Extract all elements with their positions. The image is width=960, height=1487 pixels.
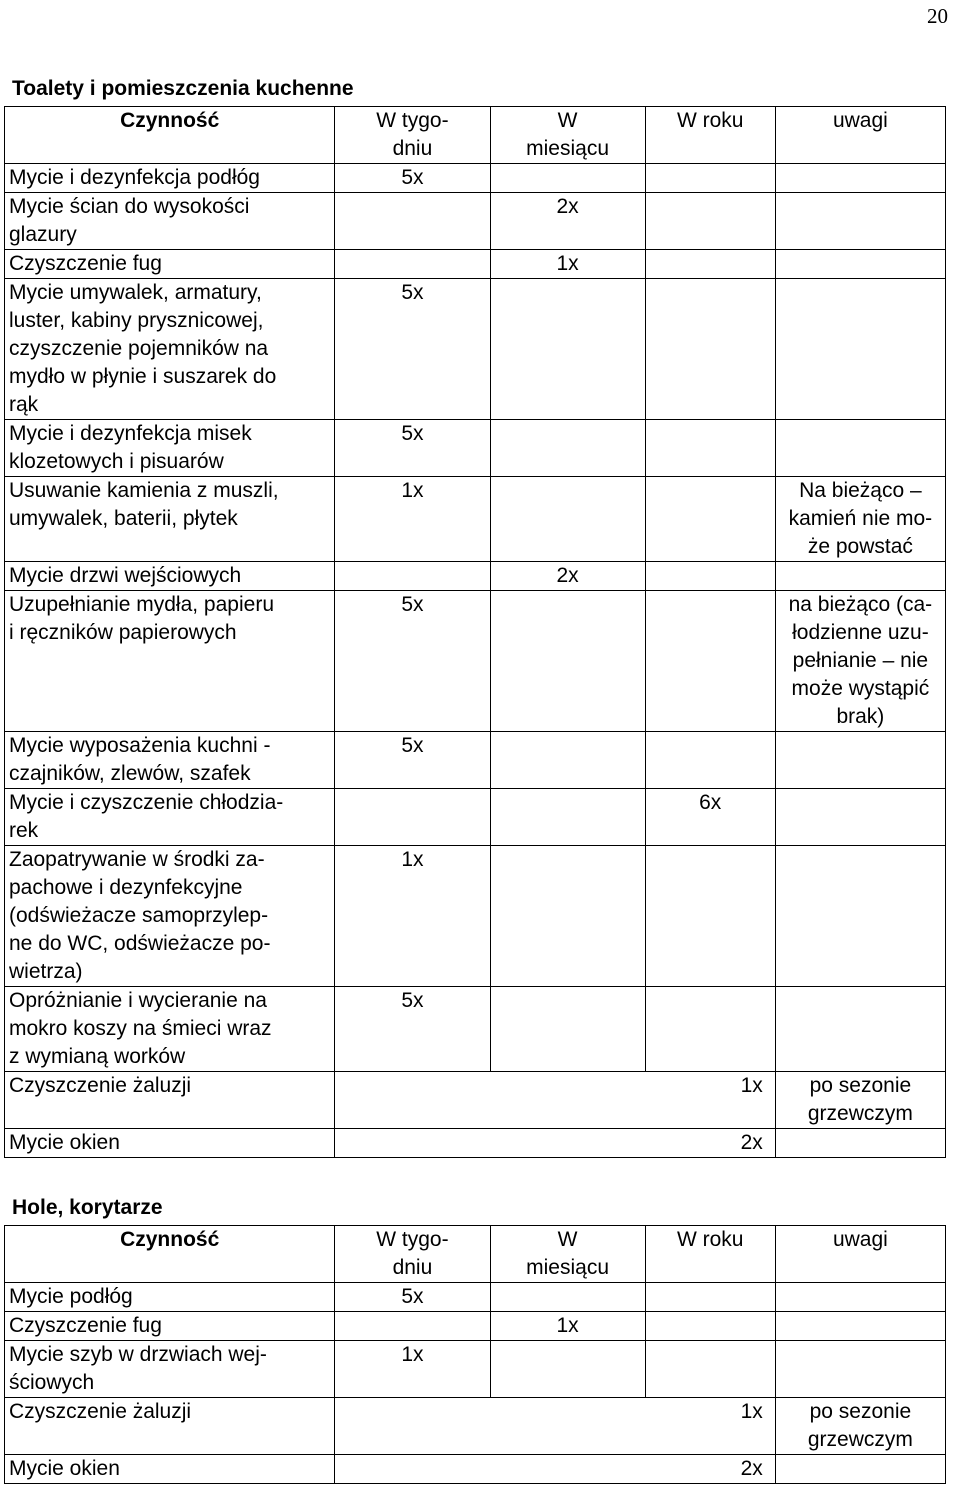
header-activity: Czynność xyxy=(5,1226,335,1283)
remarks-cell xyxy=(775,279,945,420)
activity-cell: Mycie i dezynfekcja podłóg xyxy=(5,164,335,193)
table-row xyxy=(5,279,946,420)
remarks-cell xyxy=(775,789,945,846)
header-row xyxy=(5,1226,946,1283)
year-cell xyxy=(645,420,775,477)
month-cell xyxy=(490,279,645,420)
table-row xyxy=(5,1398,946,1455)
header-month: W miesiącu xyxy=(490,1226,645,1283)
remarks-cell xyxy=(775,250,945,279)
week-cell: 5x xyxy=(335,279,490,420)
week-cell xyxy=(335,1312,490,1341)
week-cell: 1x xyxy=(335,846,490,987)
table-row xyxy=(5,732,946,789)
week-cell xyxy=(335,562,490,591)
year-cell xyxy=(645,164,775,193)
month-cell: 2x xyxy=(490,562,645,591)
week-cell: 1x xyxy=(335,1341,490,1398)
month-cell xyxy=(490,164,645,193)
month-cell: 1x xyxy=(490,250,645,279)
header-week: W tygo- dniu xyxy=(335,1226,490,1283)
activity-cell: Mycie drzwi wejściowych xyxy=(5,562,335,591)
year-cell xyxy=(645,193,775,250)
activity-cell: Czyszczenie fug xyxy=(5,250,335,279)
remarks-cell: po sezonie grzewczym xyxy=(775,1072,945,1129)
header-year: W roku xyxy=(645,1226,775,1283)
month-cell xyxy=(490,987,645,1072)
frequency-cell: 2x xyxy=(335,1455,775,1484)
table-row xyxy=(5,1312,946,1341)
header-row xyxy=(5,107,946,164)
activity-cell: Czyszczenie żaluzji xyxy=(5,1072,335,1129)
activity-cell: Mycie szyb w drzwiach wej- ściowych xyxy=(5,1341,335,1398)
remarks-cell xyxy=(775,1312,945,1341)
month-cell xyxy=(490,1283,645,1312)
month-cell xyxy=(490,789,645,846)
activity-cell: Mycie i czyszczenie chłodzia- rek xyxy=(5,789,335,846)
table-row xyxy=(5,987,946,1072)
table-row xyxy=(5,562,946,591)
header-year: W roku xyxy=(645,107,775,164)
frequency-cell: 1x xyxy=(335,1398,775,1455)
activity-cell: Mycie i dezynfekcja misek klozetowych i pisuarów xyxy=(5,420,335,477)
header-remarks: uwagi xyxy=(775,107,945,164)
week-cell: 1x xyxy=(335,477,490,562)
remarks-cell xyxy=(775,1129,945,1158)
activity-cell: Czyszczenie fug xyxy=(5,1312,335,1341)
activity-cell: Mycie okien xyxy=(5,1455,335,1484)
page-number: 20 xyxy=(927,4,948,28)
table-row xyxy=(5,846,946,987)
week-cell: 5x xyxy=(335,591,490,732)
activity-cell: Usuwanie kamienia z muszli, umywalek, baterii, płytek xyxy=(5,477,335,562)
section-title-halls: Hole, korytarze xyxy=(12,1196,163,1219)
table-row xyxy=(5,1283,946,1312)
remarks-cell xyxy=(775,1341,945,1398)
week-cell: 5x xyxy=(335,420,490,477)
table-row xyxy=(5,164,946,193)
activity-cell: Mycie podłóg xyxy=(5,1283,335,1312)
month-cell: 2x xyxy=(490,193,645,250)
year-cell xyxy=(645,250,775,279)
activity-cell: Mycie umywalek, armatury, luster, kabiny prysznicowej, czyszczenie pojemników na mydło w płynie i suszarek do rąk xyxy=(5,279,335,420)
month-cell xyxy=(490,420,645,477)
remarks-cell xyxy=(775,164,945,193)
table-row xyxy=(5,193,946,250)
week-cell: 5x xyxy=(335,1283,490,1312)
remarks-cell: po sezonie grzewczym xyxy=(775,1398,945,1455)
month-cell xyxy=(490,846,645,987)
year-cell xyxy=(645,477,775,562)
remarks-cell xyxy=(775,562,945,591)
table-row xyxy=(5,789,946,846)
table-row xyxy=(5,1129,946,1158)
remarks-cell xyxy=(775,846,945,987)
activity-cell: Mycie wyposażenia kuchni - czajników, zlewów, szafek xyxy=(5,732,335,789)
week-cell: 5x xyxy=(335,164,490,193)
activity-cell: Zaopatrywanie w środki za- pachowe i dezynfekcyjne (odświeżacze samoprzylep- ne do WC, odświeżacze po- wietrza) xyxy=(5,846,335,987)
year-cell xyxy=(645,279,775,420)
month-cell xyxy=(490,591,645,732)
month-cell xyxy=(490,1341,645,1398)
table-row xyxy=(5,1455,946,1484)
table-toilets xyxy=(4,106,946,1158)
year-cell xyxy=(645,987,775,1072)
table-row xyxy=(5,1072,946,1129)
remarks-cell xyxy=(775,193,945,250)
frequency-cell: 2x xyxy=(335,1129,775,1158)
activity-cell: Uzupełnianie mydła, papieru i ręczników papierowych xyxy=(5,591,335,732)
week-cell xyxy=(335,193,490,250)
month-cell: 1x xyxy=(490,1312,645,1341)
table-row xyxy=(5,1341,946,1398)
remarks-cell: na bieżąco (ca- łodzienne uzu- pełnianie – nie może wystąpić brak) xyxy=(775,591,945,732)
header-remarks: uwagi xyxy=(775,1226,945,1283)
activity-cell: Czyszczenie żaluzji xyxy=(5,1398,335,1455)
activity-cell: Opróżnianie i wycieranie na mokro koszy na śmieci wraz z wymianą worków xyxy=(5,987,335,1072)
month-cell xyxy=(490,732,645,789)
activity-cell: Mycie okien xyxy=(5,1129,335,1158)
month-cell xyxy=(490,477,645,562)
year-cell xyxy=(645,1283,775,1312)
week-cell: 5x xyxy=(335,987,490,1072)
table-halls xyxy=(4,1225,946,1484)
frequency-cell: 1x xyxy=(335,1072,775,1129)
remarks-cell xyxy=(775,1455,945,1484)
table-row xyxy=(5,420,946,477)
table-row xyxy=(5,250,946,279)
year-cell xyxy=(645,1312,775,1341)
year-cell xyxy=(645,1341,775,1398)
remarks-cell xyxy=(775,987,945,1072)
year-cell: 6x xyxy=(645,789,775,846)
week-cell xyxy=(335,250,490,279)
remarks-cell xyxy=(775,420,945,477)
year-cell xyxy=(645,562,775,591)
header-month: W miesiącu xyxy=(490,107,645,164)
week-cell: 5x xyxy=(335,732,490,789)
week-cell xyxy=(335,789,490,846)
remarks-cell xyxy=(775,1283,945,1312)
table-row xyxy=(5,591,946,732)
year-cell xyxy=(645,732,775,789)
year-cell xyxy=(645,846,775,987)
remarks-cell: Na bieżąco – kamień nie mo- że powstać xyxy=(775,477,945,562)
activity-cell: Mycie ścian do wysokości glazury xyxy=(5,193,335,250)
table-row xyxy=(5,477,946,562)
header-week: W tygo- dniu xyxy=(335,107,490,164)
section-title-toilets: Toalety i pomieszczenia kuchenne xyxy=(12,77,354,100)
year-cell xyxy=(645,591,775,732)
remarks-cell xyxy=(775,732,945,789)
header-activity: Czynność xyxy=(5,107,335,164)
